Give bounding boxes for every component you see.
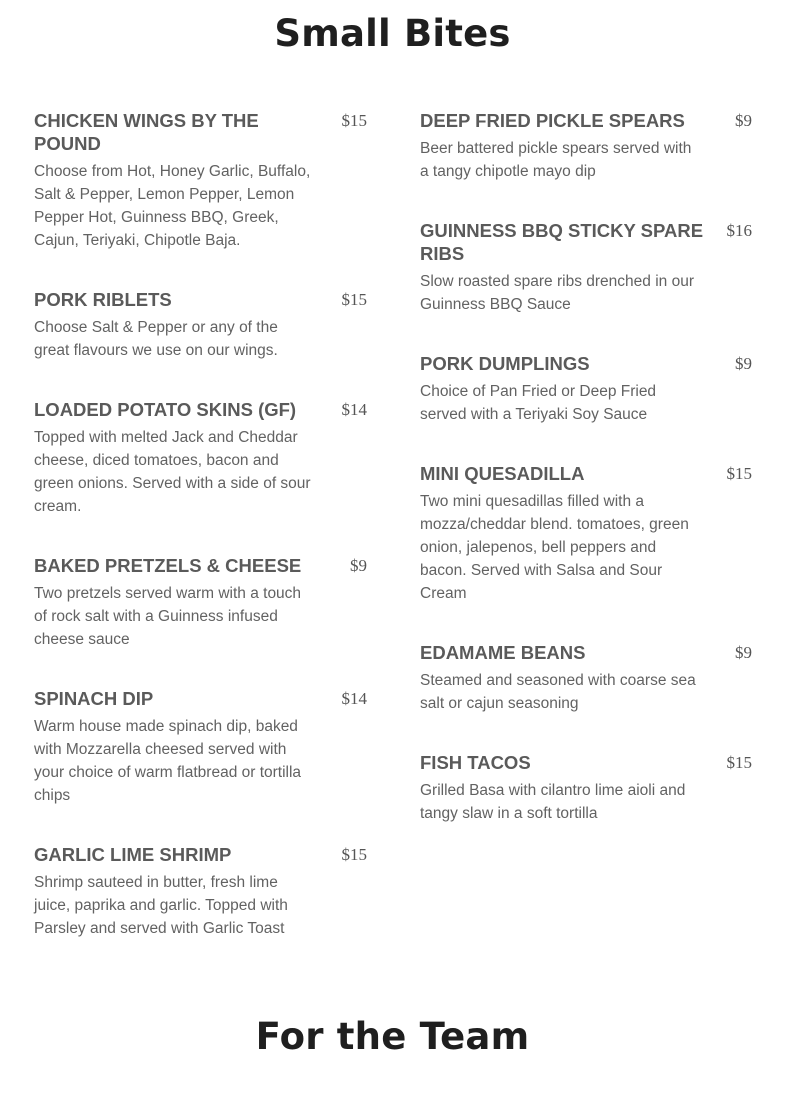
menu-item <box>420 109 752 183</box>
menu-item-price: $14 <box>341 689 367 708</box>
menu-item-name: CHICKEN WINGS BY THE POUND <box>34 110 259 154</box>
menu-item-description: Choice of Pan Fried or Deep Fried served with a Teriyaki Soy Sauce <box>420 383 657 423</box>
menu-item-name: PORK RIBLETS <box>34 289 172 310</box>
menu-item-price: $15 <box>341 111 367 130</box>
menu-item-description: Choose from Hot, Honey Garlic, Buffalo, Salt & Pepper, Lemon Pepper, Lemon Pepper Hot, Guinness BBQ, Greek, Cajun, Teriyaki, Chipotle Baja. <box>34 163 311 249</box>
menu-item-name: GUINNESS BBQ STICKY SPARE RIBS <box>420 220 704 264</box>
menu-item <box>34 109 367 252</box>
section-title-for-the-team: For the Team <box>255 1015 530 1058</box>
menu-item <box>420 751 752 825</box>
menu-item-description: Choose Salt & Pepper or any of the great flavours we use on our wings. <box>34 319 278 359</box>
menu-item-price: $15 <box>341 845 367 864</box>
menu-item-price: $16 <box>726 221 752 240</box>
menu-item-price: $9 <box>735 643 752 662</box>
menu-item-price: $15 <box>341 290 367 309</box>
menu-item <box>420 641 752 715</box>
menu-item-name: GARLIC LIME SHRIMP <box>34 844 232 865</box>
menu-item-description: Warm house made spinach dip, baked with Mozzarella cheesed served with your choice of warm flatbread or tortilla chips <box>34 718 302 804</box>
menu-item <box>34 554 367 651</box>
menu-item-price: $9 <box>350 556 367 575</box>
menu-item <box>420 219 752 316</box>
menu-item-description: Beer battered pickle spears served with a tangy chipotle mayo dip <box>420 140 692 180</box>
menu-item-description: Grilled Basa with cilantro lime aioli and tangy slaw in a soft tortilla <box>420 782 686 822</box>
menu-item-name: PORK DUMPLINGS <box>420 353 590 374</box>
menu-item-name: BAKED PRETZELS & CHEESE <box>34 555 302 576</box>
menu-item-name: MINI QUESADILLA <box>420 463 585 484</box>
menu-item-price: $15 <box>726 753 752 772</box>
menu-item-description: Two pretzels served warm with a touch of rock salt with a Guinness infused cheese sauce <box>34 585 302 648</box>
menu-item-description: Slow roasted spare ribs drenched in our Guinness BBQ Sauce <box>420 273 694 313</box>
menu-item-name: EDAMAME BEANS <box>420 642 586 663</box>
menu-item <box>34 687 367 807</box>
menu-item-name: LOADED POTATO SKINS (GF) <box>34 399 297 420</box>
section-title-small-bites: Small Bites <box>274 12 511 55</box>
menu-item <box>34 843 367 940</box>
menu-item-name: DEEP FRIED PICKLE SPEARS <box>420 110 685 131</box>
menu-item-price: $9 <box>735 111 752 130</box>
menu-item-description: Steamed and seasoned with coarse sea salt or cajun seasoning <box>420 672 696 712</box>
menu-item-name: FISH TACOS <box>420 752 531 773</box>
menu-item-description: Topped with melted Jack and Cheddar cheese, diced tomatoes, bacon and green onions. Served with a side of sour cream. <box>34 429 311 515</box>
menu-item-price: $9 <box>735 354 752 373</box>
menu-item <box>420 352 752 426</box>
menu-item <box>34 398 367 518</box>
menu-item-price: $15 <box>726 464 752 483</box>
menu-item <box>34 288 367 362</box>
menu-item-description: Two mini quesadillas filled with a mozza/cheddar blend. tomatoes, green onion, jalepenos, bell peppers and bacon. Served with Salsa and Sour Cream <box>420 493 689 602</box>
menu-item <box>420 462 752 605</box>
menu-item-name: SPINACH DIP <box>34 688 154 709</box>
menu-item-price: $14 <box>341 400 367 419</box>
menu-item-description: Shrimp sauteed in butter, fresh lime juice, paprika and garlic. Topped with Parsley and served with Garlic Toast <box>34 874 288 937</box>
